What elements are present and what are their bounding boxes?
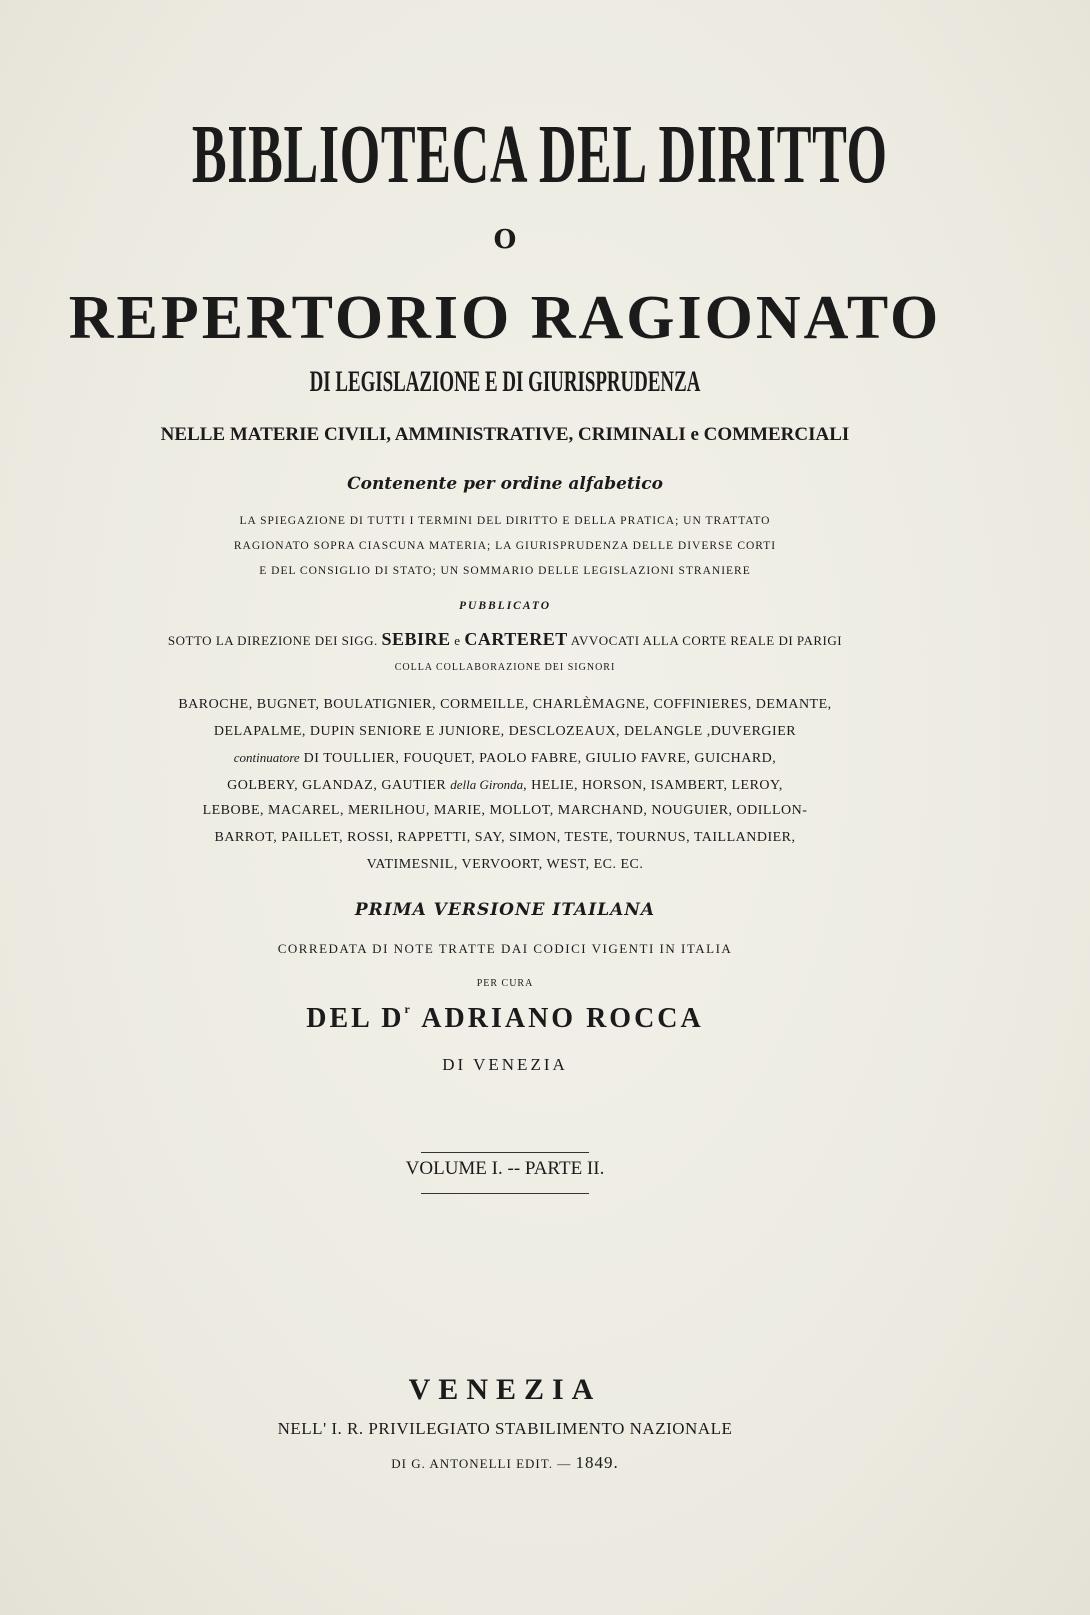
book-subtitle: REPERTORIO RAGIONATO bbox=[68, 284, 942, 352]
annotation-line: CORREDATA DI NOTE TRATTE DAI CODICI VIGENTI IN ITALIA bbox=[277, 941, 733, 956]
authors-line-4a: GOLBERY, GLANDAZ, GAUTIER bbox=[227, 778, 447, 793]
director-carteret: CARTERET bbox=[464, 629, 568, 649]
editor-prefix: DEL D bbox=[306, 1003, 405, 1034]
subtitle-matters: NELLE MATERIE CIVILI, AMMINISTRATIVE, CRIMINALI e COMMERCIALI bbox=[160, 424, 850, 445]
title-conjunction: O bbox=[493, 225, 517, 255]
editor-title-sup: r bbox=[404, 1002, 413, 1016]
direction-joiner: e bbox=[454, 633, 461, 648]
imprint-publisher-line bbox=[0, 1453, 1010, 1473]
version-label: PRIMA VERSIONE ITAILANA bbox=[354, 900, 656, 920]
direction-suffix: AVVOCATI ALLA CORTE REALE DI PARIGI bbox=[570, 633, 843, 648]
authors-line-4 bbox=[0, 777, 1010, 794]
book-title: BIBLIOTECA DEL DIRITTO bbox=[191, 108, 888, 201]
per-cura-label: PER CURA bbox=[476, 978, 534, 989]
authors-line-4b: , HELIE, HORSON, ISAMBERT, LEROY, bbox=[523, 778, 783, 793]
editor-city: DI VENEZIA bbox=[442, 1055, 568, 1074]
authors-line-1: BAROCHE, BUGNET, BOULATIGNIER, CORMEILLE, CHARLÈMAGNE, COFFINIERES, DEMANTE, bbox=[178, 697, 832, 712]
authors-line-2: DELAPALME, DUPIN SENIORE E JUNIORE, DESCLOZEAUX, DELANGLE ,DUVERGIER bbox=[213, 724, 797, 739]
volume-label: VOLUME I. -- PARTE II. bbox=[405, 1158, 605, 1179]
authors-line-3 bbox=[0, 750, 1010, 767]
direction-line bbox=[0, 629, 1010, 650]
imprint-establishment: NELL' I. R. PRIVILEGIATO STABILIMENTO NAZIONALE bbox=[277, 1419, 733, 1438]
subtitle-legislation: DI LEGISLAZIONE E DI GIURISPRUDENZA bbox=[309, 365, 701, 398]
authors-line-5: LEBOBE, MACAREL, MERILHOU, MARIE, MOLLOT, MARCHAND, NOUGUIER, ODILLON- bbox=[202, 803, 808, 818]
authors-line-6: BARROT, PAILLET, ROSSI, RAPPETTI, SAY, SIMON, TESTE, TOURNUS, TAILLANDIER, bbox=[214, 830, 796, 845]
collaboration-label: COLLA COLLABORAZIONE DEI SIGNORI bbox=[394, 662, 616, 673]
authors-line-4-italic: della Gironda bbox=[450, 777, 524, 792]
imprint-publisher: DI G. ANTONELLI EDIT. — bbox=[391, 1456, 572, 1471]
direction-prefix: SOTTO LA DIREZIONE DEI SIGG. bbox=[167, 633, 378, 648]
authors-line-7: VATIMESNIL, VERVOORT, WEST, EC. EC. bbox=[366, 857, 644, 872]
director-sebire: SEBIRE bbox=[381, 629, 451, 649]
editor-name bbox=[0, 1002, 1010, 1035]
authors-line-3-italic: continuatore bbox=[233, 750, 300, 765]
imprint-city: VENEZIA bbox=[408, 1373, 602, 1406]
imprint-year: 1849. bbox=[575, 1453, 619, 1472]
editor-surname: ADRIANO ROCCA bbox=[412, 1003, 704, 1034]
volume-rule-top bbox=[421, 1152, 589, 1153]
published-label: PUBBLICATO bbox=[459, 600, 551, 612]
contents-line-1: LA SPIEGAZIONE DI TUTTI I TERMINI DEL DIRITTO E DELLA PRATICA; UN TRATTATO bbox=[239, 515, 771, 527]
volume-rule-bottom bbox=[421, 1193, 589, 1194]
contents-intro: Contenente per ordine alfabetico bbox=[347, 474, 663, 494]
contents-line-3: E DEL CONSIGLIO DI STATO; UN SOMMARIO DELLE LEGISLAZIONI STRANIERE bbox=[259, 565, 751, 577]
contents-line-2: RAGIONATO SOPRA CIASCUNA MATERIA; LA GIURISPRUDENZA DELLE DIVERSE CORTI bbox=[233, 540, 777, 552]
authors-line-3-text: DI TOULLIER, FOUQUET, PAOLO FABRE, GIULIO FAVRE, GUICHARD, bbox=[303, 751, 777, 766]
